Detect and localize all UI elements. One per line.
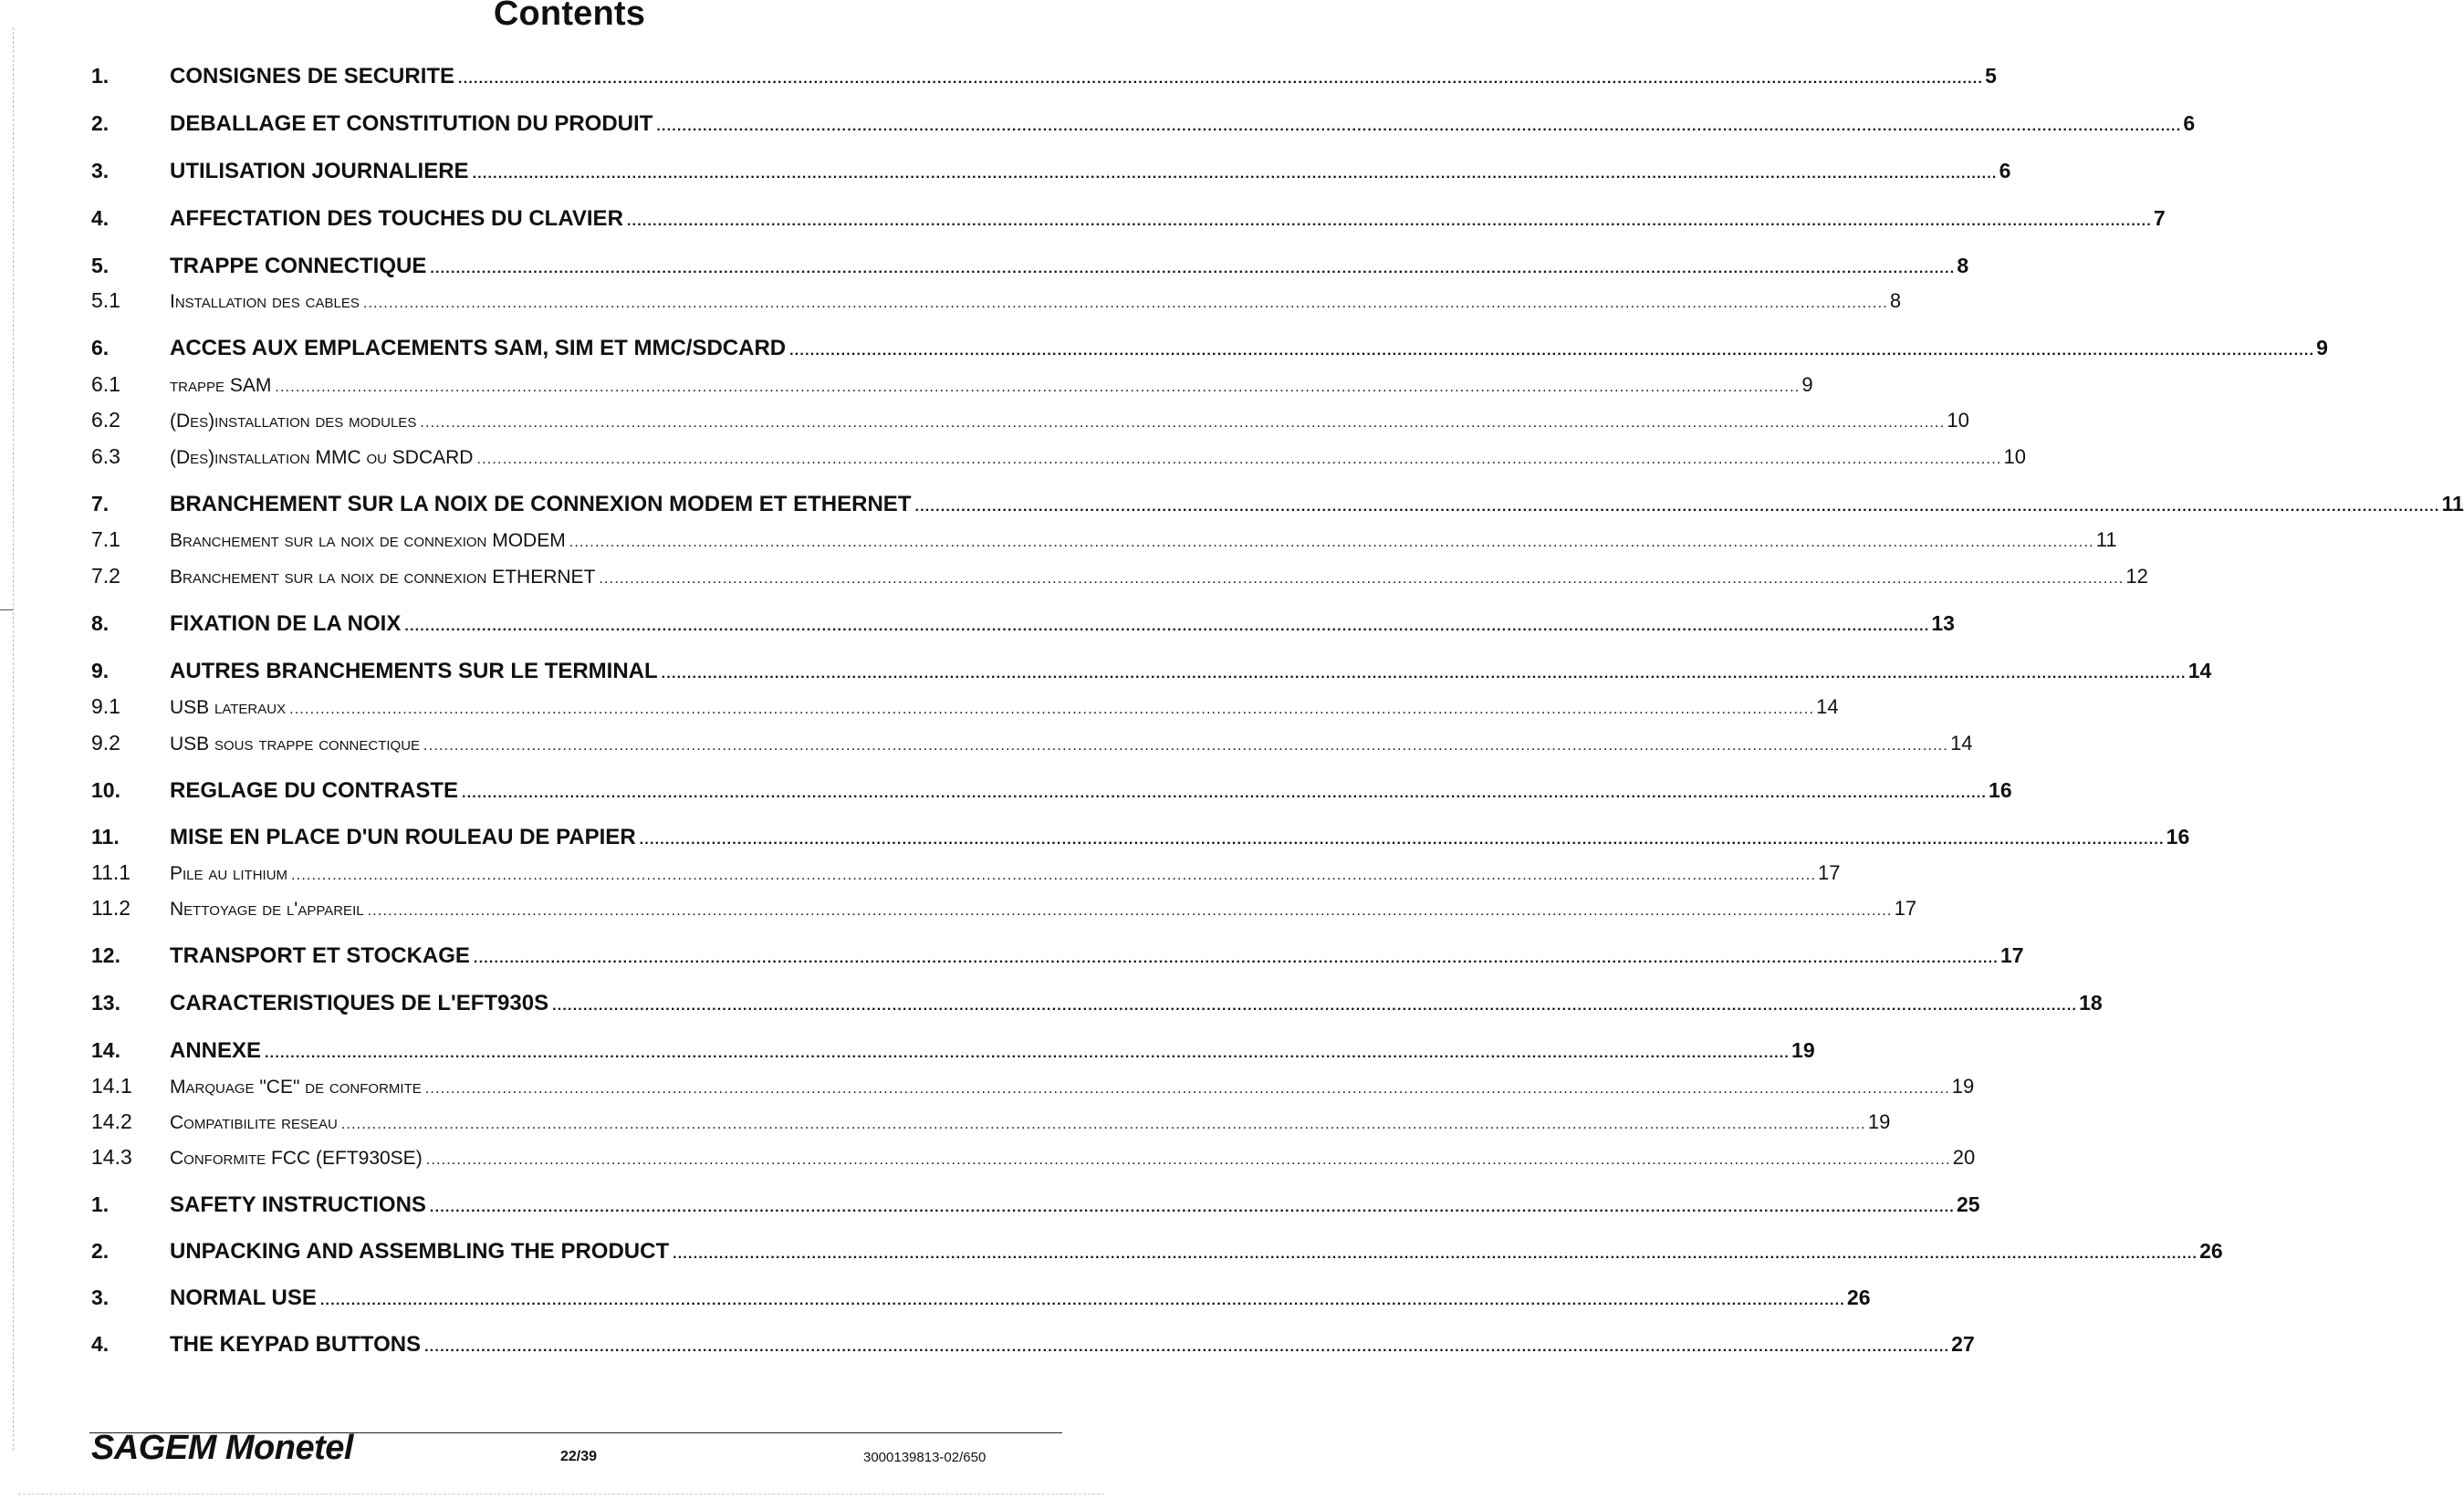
toc-dot-leader	[291, 868, 1816, 884]
toc-entry-title: TRANSPORT ET STOCKAGE	[170, 943, 470, 968]
toc-entry-title: TRAPPE CONNECTIQUE	[170, 254, 427, 278]
toc-entry[interactable]	[91, 288, 1902, 319]
toc-entry-number: 6.	[91, 336, 110, 359]
toc-entry-page: 17	[1818, 861, 1841, 884]
toc-entry[interactable]	[91, 564, 2148, 595]
toc-entry[interactable]	[91, 408, 1969, 439]
page-number: 22/39	[560, 1449, 598, 1464]
toc-entry-number: 6.3	[91, 444, 120, 468]
toc-entry-page: 14	[2187, 659, 2212, 682]
toc-entry-page: 16	[2166, 825, 2190, 848]
toc-entry-number: 7.1	[91, 527, 120, 551]
toc-entry-page: 16	[1989, 778, 2012, 802]
toc-entry[interactable]	[91, 694, 1839, 725]
toc-entry[interactable]	[91, 372, 1813, 403]
toc-entry-number: 4.	[91, 1332, 110, 1356]
toc-entry-page: 26	[1846, 1286, 1871, 1309]
toc-entry-page: 6	[2183, 111, 2196, 135]
toc-entry-page: 5	[1985, 64, 1997, 88]
toc-entry-number: 3.	[91, 159, 110, 182]
toc-dot-leader	[662, 666, 2187, 682]
toc-entry[interactable]	[91, 860, 1841, 891]
toc-dot-leader	[424, 1339, 1949, 1356]
toc-dot-leader	[275, 380, 1800, 396]
toc-entry-number: 14.1	[91, 1074, 132, 1098]
toc-entry[interactable]	[91, 336, 2328, 367]
toc-dot-leader	[599, 571, 2124, 588]
toc-entry[interactable]	[91, 896, 1917, 927]
toc-dot-leader	[476, 452, 2001, 468]
toc-dot-leader	[404, 619, 1929, 635]
toc-dot-leader	[341, 1117, 1866, 1133]
toc-entry-page: 20	[1952, 1146, 1976, 1169]
toc-entry-title: USB sous trappe connectique	[170, 734, 421, 755]
toc-dot-leader	[425, 1081, 1950, 1098]
toc-entry-title: DEBALLAGE ET CONSTITUTION DU PRODUIT	[170, 111, 653, 136]
toc-entry-page: 9	[2316, 336, 2328, 359]
toc-dot-leader	[420, 415, 1945, 432]
toc-entry-number: 11.	[91, 825, 120, 848]
toc-entry-title: BRANCHEMENT SUR LA NOIX DE CONNEXION MODEM ET ETHERNET	[170, 492, 912, 516]
toc-entry-title: CARACTERISTIQUES DE L'EFT930S	[170, 991, 549, 1015]
toc-entry-page: 6	[1999, 159, 2011, 182]
toc-entry-number: 12.	[91, 943, 120, 967]
toc-entry-page: 25	[1956, 1192, 1980, 1216]
toc-entry-number: 10.	[91, 778, 120, 802]
toc-dot-leader	[462, 786, 1987, 802]
toc-entry[interactable]	[91, 159, 2011, 190]
toc-entry-title: Marquage "CE" de conformite	[170, 1077, 422, 1098]
toc-entry[interactable]	[91, 731, 1973, 762]
toc-entry-title: Branchement sur la noix de connexion ETHERNET	[170, 567, 596, 588]
toc-entry[interactable]	[91, 111, 2196, 142]
toc-entry-page: 10	[1947, 409, 1969, 432]
toc-entry-title: UTILISATION JOURNALIERE	[170, 159, 469, 183]
toc-entry-page: 19	[1867, 1110, 1891, 1133]
toc-entry-number: 9.1	[91, 694, 120, 718]
toc-entry-title: (Des)installation des modules	[170, 411, 417, 432]
toc-entry-title: REGLAGE DU CONTRASTE	[170, 778, 459, 803]
toc-entry[interactable]	[91, 825, 2190, 856]
toc-dot-leader	[789, 343, 2314, 359]
toc-entry-number: 4.	[91, 206, 110, 230]
toc-dot-leader	[430, 1200, 1955, 1216]
toc-entry[interactable]	[91, 444, 2026, 475]
toc-dot-leader	[430, 261, 1955, 277]
toc-dot-leader	[265, 1046, 1790, 1062]
toc-entry[interactable]	[91, 206, 2166, 237]
toc-entry-number: 14.	[91, 1038, 120, 1062]
toc-entry-page: 14	[1816, 695, 1839, 718]
toc-entry[interactable]	[91, 254, 1969, 285]
toc-dot-leader	[458, 71, 1983, 88]
toc-entry[interactable]	[91, 611, 1955, 642]
document-reference: 3000139813-02/650	[863, 1450, 987, 1465]
toc-dot-leader	[320, 1293, 1845, 1309]
toc-entry-number: 13.	[91, 991, 120, 1015]
toc-entry-number: 1.	[91, 1192, 110, 1216]
toc-entry-title: CONSIGNES DE SECURITE	[170, 64, 455, 88]
toc-entry-title: MISE EN PLACE D'UN ROULEAU DE PAPIER	[170, 825, 636, 849]
toc-dot-leader	[569, 535, 2094, 551]
toc-entry[interactable]	[91, 1332, 1975, 1363]
toc-entry[interactable]	[91, 991, 2103, 1022]
toc-dot-leader	[640, 832, 2165, 848]
toc-dot-leader	[474, 951, 1999, 967]
toc-entry-number: 14.3	[91, 1145, 132, 1169]
toc-entry[interactable]	[91, 1145, 1976, 1176]
toc-entry-number: 3.	[91, 1286, 110, 1309]
toc-entry-page: 9	[1801, 373, 1813, 396]
toc-entry-page: 17	[1894, 897, 1917, 920]
toc-dot-leader	[473, 166, 1998, 182]
toc-entry-number: 9.2	[91, 731, 120, 755]
toc-entry-title: trappe SAM	[170, 375, 272, 396]
toc-entry[interactable]	[91, 492, 2464, 523]
toc-dot-leader	[423, 738, 1948, 755]
toc-entry-page: 27	[1951, 1332, 1975, 1356]
toc-entry[interactable]	[91, 778, 2012, 809]
toc-dot-leader	[914, 499, 2439, 515]
brand-logo: SAGEM Monetel	[91, 1429, 353, 1467]
toc-entry[interactable]	[91, 1239, 2223, 1270]
toc-entry-number: 2.	[91, 1239, 110, 1263]
toc-entry-page: 18	[2079, 991, 2103, 1015]
toc-dot-leader	[627, 213, 2152, 230]
toc-entry-number: 2.	[91, 111, 110, 135]
toc-dot-leader	[552, 998, 2077, 1015]
toc-entry-title: SAFETY INSTRUCTIONS	[170, 1192, 426, 1217]
toc-entry-number: 7.2	[91, 564, 120, 588]
toc-entry-title: AUTRES BRANCHEMENTS SUR LE TERMINAL	[170, 659, 658, 683]
toc-entry-page: 17	[1999, 943, 2024, 967]
toc-entry-page: 19	[1951, 1075, 1975, 1098]
toc-entry-title: FIXATION DE LA NOIX	[170, 611, 402, 636]
toc-entry-title: Branchement sur la noix de connexion MODEM	[170, 530, 566, 551]
toc-dot-leader	[426, 1152, 1951, 1169]
toc-entry-title: THE KEYPAD BUTTONS	[170, 1332, 422, 1357]
toc-entry-title: NORMAL USE	[170, 1286, 317, 1310]
toc-entry-page: 19	[1791, 1038, 1815, 1062]
toc-entry[interactable]	[91, 64, 1997, 95]
toc-dot-leader	[363, 296, 1888, 312]
toc-entry[interactable]	[91, 659, 2212, 690]
toc-entry-title: (Des)installation MMC ou SDCARD	[170, 447, 474, 468]
toc-entry-number: 6.1	[91, 372, 120, 396]
toc-entry-number: 11.2	[91, 896, 131, 920]
toc-entry-page: 8	[1889, 289, 1902, 312]
toc-entry-title: ACCES AUX EMPLACEMENTS SAM, SIM ET MMC/SDCARD	[170, 336, 787, 360]
toc-entry-title: Compatibilite reseau	[170, 1112, 338, 1133]
toc-entry-page: 13	[1931, 611, 1955, 635]
toc-entry-title: Pile au lithium	[170, 863, 288, 884]
toc-entry[interactable]	[91, 943, 2024, 974]
toc-dot-leader	[368, 903, 1893, 920]
toc-entry-page: 8	[1957, 254, 1969, 277]
page-title: Contents	[493, 0, 646, 33]
toc-entry-title: AFFECTATION DES TOUCHES DU CLAVIER	[170, 206, 623, 231]
toc-entry-number: 8.	[91, 611, 110, 635]
toc-dot-leader	[673, 1246, 2198, 1263]
toc-entry-title: Conformite FCC (EFT930SE)	[170, 1148, 423, 1169]
toc-entry[interactable]	[91, 1286, 1871, 1317]
toc-dot-leader	[656, 119, 2181, 135]
toc-entry-number: 9.	[91, 659, 110, 682]
toc-entry-page: 26	[2199, 1239, 2223, 1263]
toc-entry[interactable]	[91, 1074, 1975, 1105]
toc-entry-title: Installation des cables	[170, 291, 360, 312]
toc-entry-number: 1.	[91, 64, 110, 88]
toc-entry-number: 6.2	[91, 408, 120, 432]
toc-entry-page: 11	[2441, 492, 2464, 515]
toc-entry-number: 11.1	[91, 860, 131, 884]
toc-entry-number: 5.1	[91, 288, 120, 312]
toc-entry-page: 10	[2003, 445, 2026, 468]
toc-entry-title: Nettoyage de l'appareil	[170, 899, 364, 920]
toc-entry-page: 12	[2125, 565, 2148, 588]
toc-entry[interactable]	[91, 1038, 1815, 1069]
toc-entry-number: 14.2	[91, 1109, 132, 1133]
toc-entry[interactable]	[91, 1109, 1891, 1140]
toc-entry[interactable]	[91, 527, 2117, 558]
toc-entry-page: 14	[1950, 732, 1973, 755]
toc-entry-page: 7	[2153, 206, 2166, 230]
toc-entry-number: 7.	[91, 492, 110, 515]
toc-dot-leader	[289, 702, 1814, 718]
toc-entry-page: 11	[2095, 528, 2117, 551]
toc-entry-number: 5.	[91, 254, 110, 277]
toc-entry-title: USB lateraux	[170, 697, 287, 718]
toc-entry[interactable]	[91, 1192, 1980, 1223]
toc-entry-title: ANNEXE	[170, 1038, 262, 1063]
toc-entry-title: UNPACKING AND ASSEMBLING THE PRODUCT	[170, 1239, 670, 1264]
